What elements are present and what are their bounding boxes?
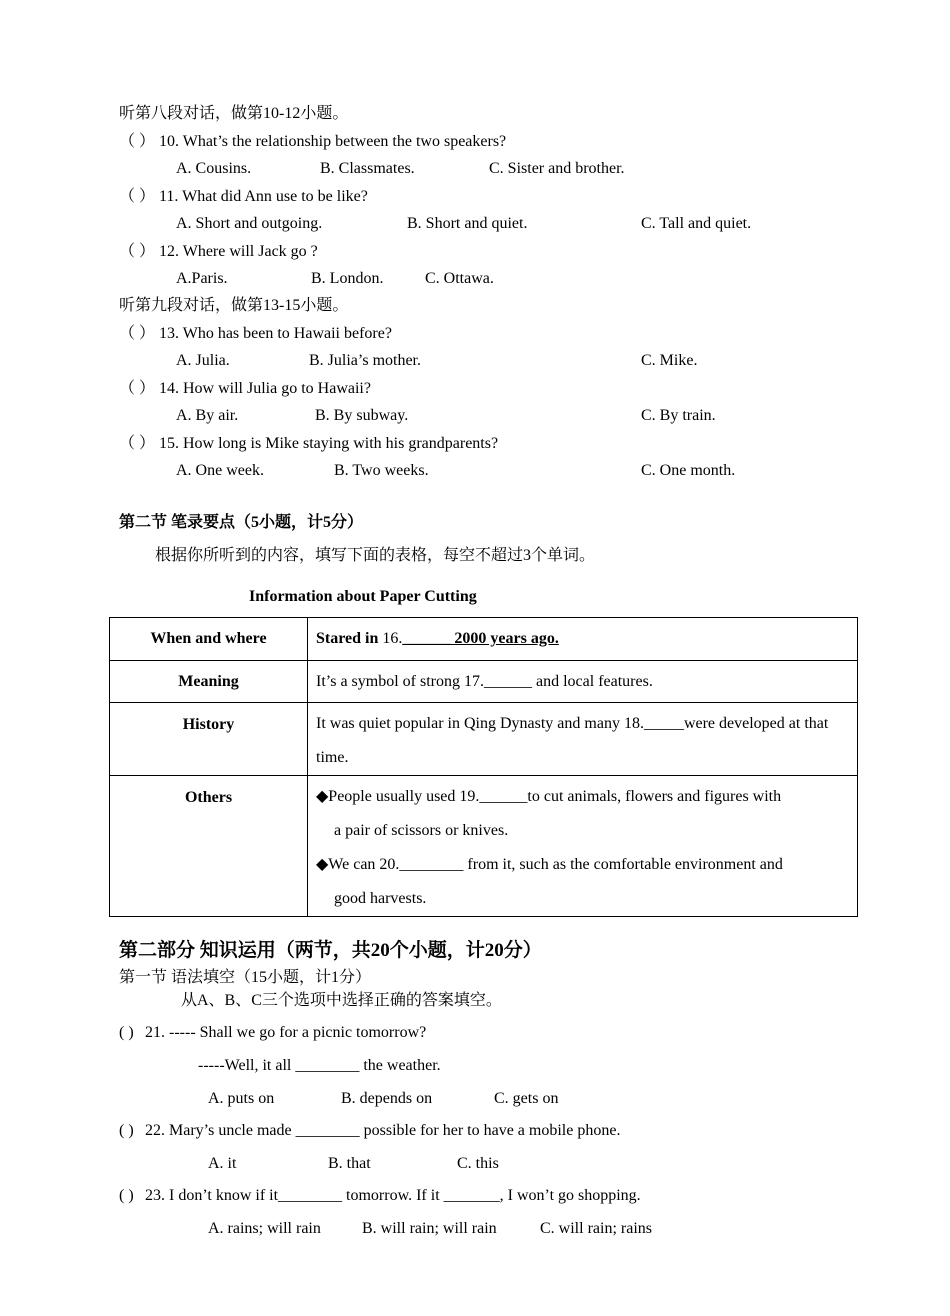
part2-subtitle: 第一节 语法填空（15小题，计1分） bbox=[119, 969, 372, 986]
option-b: B. Julia’s mother. bbox=[309, 352, 421, 369]
row-value-when bbox=[308, 618, 858, 661]
row-label-history: History bbox=[110, 703, 308, 776]
question-stem: 23. I don’t know if it________ tomorrow. If it _______, I won’t go shopping. bbox=[145, 1187, 641, 1204]
question-10 bbox=[119, 132, 506, 152]
info-table bbox=[109, 617, 858, 917]
row-label-when: When and where bbox=[110, 618, 308, 661]
row-value-others[interactable] bbox=[308, 776, 858, 917]
answer-paren[interactable]: ( ) bbox=[119, 1187, 134, 1204]
question-stem: 22. Mary’s uncle made ________ possible for her to have a mobile phone. bbox=[145, 1122, 621, 1139]
answer-paren[interactable]: （ ） bbox=[119, 133, 156, 150]
option-b: B. that bbox=[328, 1155, 371, 1172]
option-b: B. depends on bbox=[341, 1090, 433, 1107]
row-label-meaning: Meaning bbox=[110, 661, 308, 703]
question-21-reply: -----Well, it all ________ the weather. bbox=[198, 1057, 441, 1074]
row-label-others: Others bbox=[110, 776, 308, 917]
option-c: C. One month. bbox=[641, 462, 736, 479]
question-13 bbox=[119, 324, 392, 344]
others-line-1b: a pair of scissors or knives. bbox=[334, 822, 509, 839]
option-b: B. Short and quiet. bbox=[407, 215, 528, 232]
section8-header: 听第八段对话，做第10-12小题。 bbox=[119, 105, 349, 122]
option-a: A. Julia. bbox=[176, 352, 230, 369]
table-title: Information about Paper Cutting bbox=[249, 588, 477, 605]
option-c: C. gets on bbox=[494, 1090, 559, 1107]
answer-paren[interactable]: （ ） bbox=[119, 243, 156, 260]
question-stem: 21. ----- Shall we go for a picnic tomorrow? bbox=[145, 1024, 427, 1041]
section9-header: 听第九段对话，做第13-15小题。 bbox=[119, 297, 349, 314]
table-row bbox=[110, 703, 858, 776]
question-21 bbox=[119, 1023, 426, 1043]
option-a: A.Paris. bbox=[176, 270, 228, 287]
others-line-2: ◆We can 20.________ from it, such as the comfortable environment and bbox=[316, 856, 783, 873]
option-a: A. puts on bbox=[208, 1090, 275, 1107]
answer-paren[interactable]: （ ） bbox=[119, 325, 156, 342]
option-a: A. rains; will rain bbox=[208, 1220, 321, 1237]
when-suffix: 2000 years ago. bbox=[450, 630, 559, 647]
option-a: A. it bbox=[208, 1155, 237, 1172]
part2-instruction: 从A、B、C三个选项中选择正确的答案填空。 bbox=[181, 992, 502, 1009]
notes-section-title: 第二节 笔录要点（5小题，计5分） bbox=[119, 514, 364, 531]
question-stem: 12. Where will Jack go ? bbox=[159, 243, 318, 260]
option-b: B. Two weeks. bbox=[334, 462, 429, 479]
row-value-history[interactable]: It was quiet popular in Qing Dynasty and many 18._____were developed at that time. bbox=[308, 703, 858, 776]
part2-title: 第二部分 知识运用（两节，共20个小题，计20分） bbox=[119, 940, 542, 961]
option-b: B. By subway. bbox=[315, 407, 409, 424]
option-c: C. Mike. bbox=[641, 352, 698, 369]
when-prefix: Stared in bbox=[316, 630, 379, 647]
question-stem: 11. What did Ann use to be like? bbox=[159, 188, 368, 205]
option-b: B. London. bbox=[311, 270, 384, 287]
question-23 bbox=[119, 1186, 641, 1206]
option-a: A. One week. bbox=[176, 462, 264, 479]
option-c: C. Ottawa. bbox=[425, 270, 494, 287]
option-c: C. this bbox=[457, 1155, 499, 1172]
answer-paren[interactable]: （ ） bbox=[119, 435, 156, 452]
table-row bbox=[110, 618, 858, 661]
question-14 bbox=[119, 379, 371, 399]
question-stem: 10. What’s the relationship between the two speakers? bbox=[159, 133, 507, 150]
option-c: C. By train. bbox=[641, 407, 716, 424]
question-stem: 15. How long is Mike staying with his grandparents? bbox=[159, 435, 499, 452]
option-a: A. Short and outgoing. bbox=[176, 215, 323, 232]
answer-paren[interactable]: （ ） bbox=[119, 380, 156, 397]
question-12 bbox=[119, 242, 318, 262]
question-stem: 14. How will Julia go to Hawaii? bbox=[159, 380, 371, 397]
option-b: B. will rain; will rain bbox=[362, 1220, 497, 1237]
answer-paren[interactable]: ( ) bbox=[119, 1122, 134, 1139]
option-a: A. By air. bbox=[176, 407, 239, 424]
option-a: A. Cousins. bbox=[176, 160, 252, 177]
option-c: C. Tall and quiet. bbox=[641, 215, 752, 232]
question-15 bbox=[119, 434, 498, 454]
question-stem: 13. Who has been to Hawaii before? bbox=[159, 325, 392, 342]
table-row bbox=[110, 661, 858, 703]
others-line-2b: good harvests. bbox=[334, 890, 427, 907]
option-c: C. Sister and brother. bbox=[489, 160, 625, 177]
others-line-1: ◆People usually used 19.______to cut animals, flowers and figures with bbox=[316, 788, 782, 805]
option-c: C. will rain; rains bbox=[540, 1220, 652, 1237]
table-row bbox=[110, 776, 858, 917]
blank-16[interactable]: ______ bbox=[402, 630, 451, 647]
row-value-meaning[interactable]: It’s a symbol of strong 17.______ and local features. bbox=[308, 661, 858, 703]
notes-instruction: 根据你所听到的内容，填写下面的表格，每空不超过3个单词。 bbox=[155, 547, 596, 564]
when-number: 16. bbox=[378, 630, 403, 647]
option-b: B. Classmates. bbox=[320, 160, 415, 177]
question-22 bbox=[119, 1121, 620, 1141]
answer-paren[interactable]: ( ) bbox=[119, 1024, 134, 1041]
answer-paren[interactable]: （ ） bbox=[119, 188, 156, 205]
question-11 bbox=[119, 187, 368, 207]
